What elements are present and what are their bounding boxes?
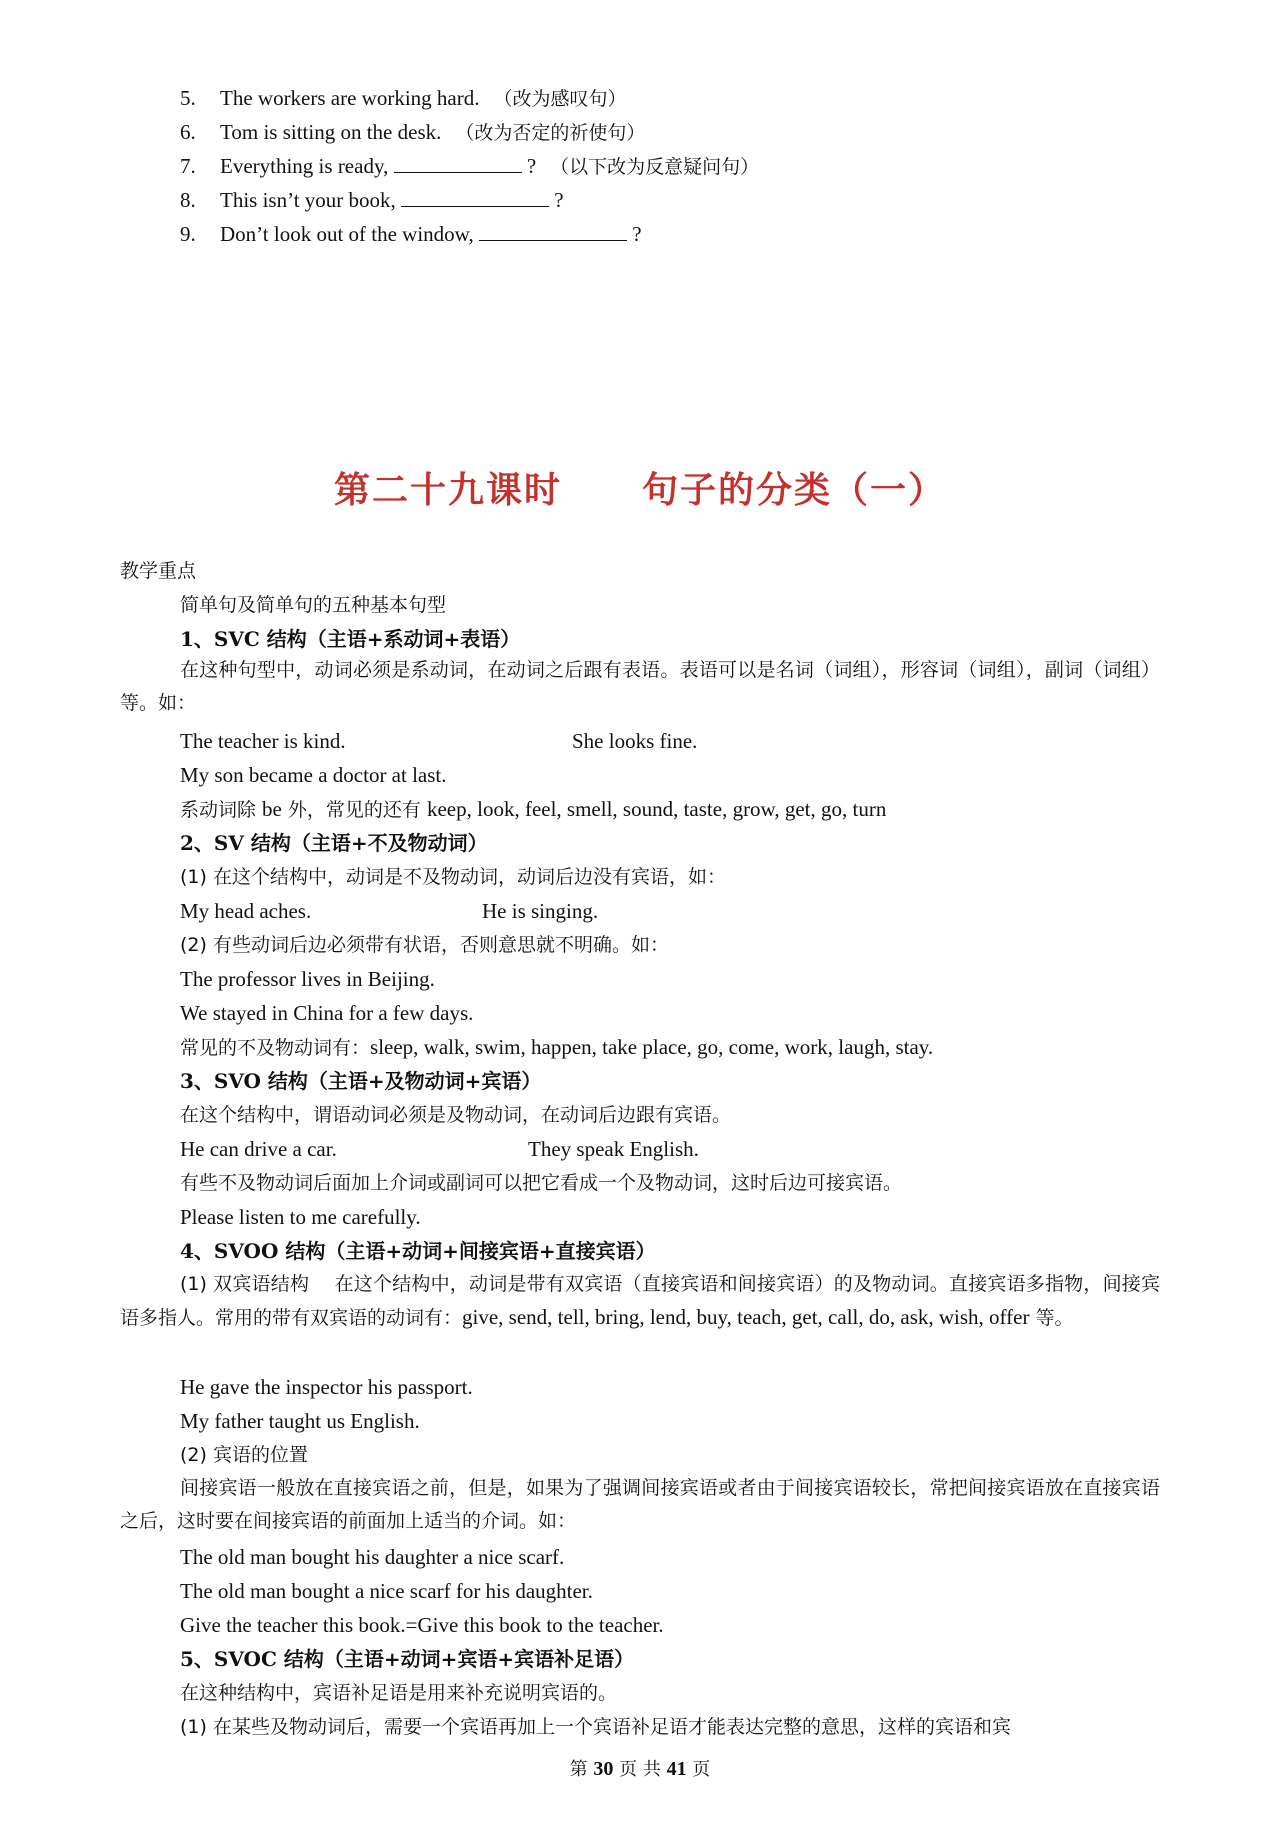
example-sentence: My son became a doctor at last. bbox=[180, 763, 447, 787]
object-position-description: 间接宾语一般放在直接宾语之前，但是，如果为了强调间接宾语或者由于间接宾语较长，常把间接宾语放在直接宾语之后，这时要在间接宾语的前面加上适当的介词。如： bbox=[120, 1477, 1160, 1532]
linking-verb-be: be bbox=[262, 797, 282, 821]
linking-verbs-label2: 外，常见的还有 bbox=[281, 799, 427, 821]
section-heading-svoc: 5、SVOC 结构（主语+动词+宾语+宾语补足语） bbox=[180, 1647, 635, 1671]
section-heading-svc: 1、SVC 结构（主语+系动词+表语） bbox=[180, 627, 521, 651]
exercise-text: Don’t look out of the window, bbox=[220, 222, 474, 246]
exercise-8 bbox=[180, 185, 564, 215]
example-sentence: My father taught us English. bbox=[180, 1409, 420, 1433]
lesson-topic: 句子的分类（一） bbox=[642, 469, 947, 511]
svoo-point-1-text: (1) 双宾语结构 在这个结构中，动词是带有双宾语（直接宾语和间接宾语）的及物动词。直接宾语多指物，间接宾语多指人。常用的带有双宾语的动词有： bbox=[120, 1273, 1160, 1329]
exercise-number: 6. bbox=[180, 120, 196, 144]
intro-text: 简单句及简单句的五种基本句型 bbox=[180, 594, 447, 616]
svoo-point-1 bbox=[120, 1268, 1160, 1335]
example-sentence: She looks fine. bbox=[572, 729, 698, 753]
focus-label: 教学重点 bbox=[120, 560, 197, 582]
answer-blank[interactable] bbox=[394, 152, 522, 173]
lesson-title bbox=[0, 462, 1280, 513]
linking-verbs-label: 系动词除 bbox=[180, 799, 263, 821]
section-heading-sv: 2、SV 结构（主语+不及物动词） bbox=[180, 831, 488, 855]
example-sentence: We stayed in China for a few days. bbox=[180, 1001, 474, 1025]
double-object-verbs: give, send, tell, bring, lend, buy, teach, get, call, do, ask, wish, offer bbox=[462, 1305, 1030, 1329]
example-sentence: Please listen to me carefully. bbox=[180, 1205, 421, 1229]
exercise-9 bbox=[180, 219, 642, 249]
example-sentence: They speak English. bbox=[528, 1137, 699, 1161]
exercise-text: Tom is sitting on the desk. bbox=[220, 120, 442, 144]
linking-verbs: keep, look, feel, smell, sound, taste, grow, get, go, turn bbox=[426, 797, 887, 821]
intransitive-verbs-label: 常见的不及物动词有： bbox=[180, 1037, 371, 1059]
example-sentence: The old man bought his daughter a nice scarf. bbox=[180, 1545, 565, 1569]
exercise-7 bbox=[180, 151, 759, 182]
page-footer: 第 30 页 共 41 页 bbox=[569, 1758, 711, 1780]
exercise-note: （改为感叹句） bbox=[493, 88, 627, 110]
intransitive-verbs-list bbox=[180, 1032, 933, 1063]
svoc-point-1: (1) 在某些及物动词后，需要一个宾语再加上一个宾语补足语才能表达完整的意思，这样的宾语和宾 bbox=[180, 1716, 1011, 1738]
linking-verbs-list bbox=[180, 794, 886, 825]
page-number: 30 bbox=[593, 1758, 614, 1780]
exercise-number: 5. bbox=[180, 86, 196, 110]
exercise-text: Everything is ready, bbox=[220, 154, 389, 178]
exercise-6 bbox=[180, 117, 645, 148]
intransitive-verbs: sleep, walk, swim, happen, take place, go, come, work, laugh, stay. bbox=[370, 1035, 934, 1059]
exercise-number: 9. bbox=[180, 222, 196, 246]
exercise-5 bbox=[180, 83, 627, 114]
example-sentence: He gave the inspector his passport. bbox=[180, 1375, 473, 1399]
section-heading-svo: 3、SVO 结构（主语+及物动词+宾语） bbox=[180, 1069, 542, 1093]
example-sentence: The old man bought a nice scarf for his daughter. bbox=[180, 1579, 593, 1603]
example-sentence: The teacher is kind. bbox=[180, 729, 346, 753]
svc-description: 在这种句型中，动词必须是系动词，在动词之后跟有表语。表语可以是名词（词组），形容词（词组），副词（词组）等。如： bbox=[120, 659, 1160, 714]
svo-description-2: 有些不及物动词后面加上介词或副词可以把它看成一个及物动词，这时后边可接宾语。 bbox=[180, 1172, 903, 1194]
example-sentence: He can drive a car. bbox=[180, 1137, 337, 1161]
exercise-note: （改为否定的祈使句） bbox=[455, 122, 646, 144]
total-pages: 41 bbox=[666, 1758, 687, 1780]
exercise-number: 7. bbox=[180, 154, 196, 178]
question-mark: ? bbox=[554, 188, 564, 212]
exercise-text: The workers are working hard. bbox=[220, 86, 480, 110]
question-mark: ? bbox=[632, 222, 642, 246]
lesson-number: 第二十九课时 bbox=[333, 469, 562, 511]
example-sentence: He is singing. bbox=[482, 899, 599, 923]
svoc-description: 在这种结构中，宾语补足语是用来补充说明宾语的。 bbox=[180, 1682, 618, 1704]
svo-description: 在这个结构中，谓语动词必须是及物动词，在动词后边跟有宾语。 bbox=[180, 1104, 732, 1126]
sv-point-1: (1) 在这个结构中，动词是不及物动词，动词后边没有宾语，如： bbox=[180, 866, 726, 888]
exercise-text: This isn’t your book, bbox=[220, 188, 396, 212]
exercise-number: 8. bbox=[180, 188, 196, 212]
example-sentence: Give the teacher this book.=Give this book to the teacher. bbox=[180, 1613, 664, 1637]
sv-point-2: (2) 有些动词后边必须带有状语，否则意思就不明确。如： bbox=[180, 934, 669, 956]
svoo-point-1-end: 等。 bbox=[1029, 1307, 1074, 1329]
svoo-point-2: (2) 宾语的位置 bbox=[180, 1444, 308, 1466]
question-mark: ? bbox=[526, 154, 537, 178]
section-heading-svoo: 4、SVOO 结构（主语+动词+间接宾语+直接宾语） bbox=[180, 1239, 656, 1263]
answer-blank[interactable] bbox=[401, 186, 549, 207]
example-sentence: My head aches. bbox=[180, 899, 312, 923]
exercise-note: （以下改为反意疑问句） bbox=[550, 156, 760, 178]
answer-blank[interactable] bbox=[479, 220, 627, 241]
example-sentence: The professor lives in Beijing. bbox=[180, 967, 435, 991]
